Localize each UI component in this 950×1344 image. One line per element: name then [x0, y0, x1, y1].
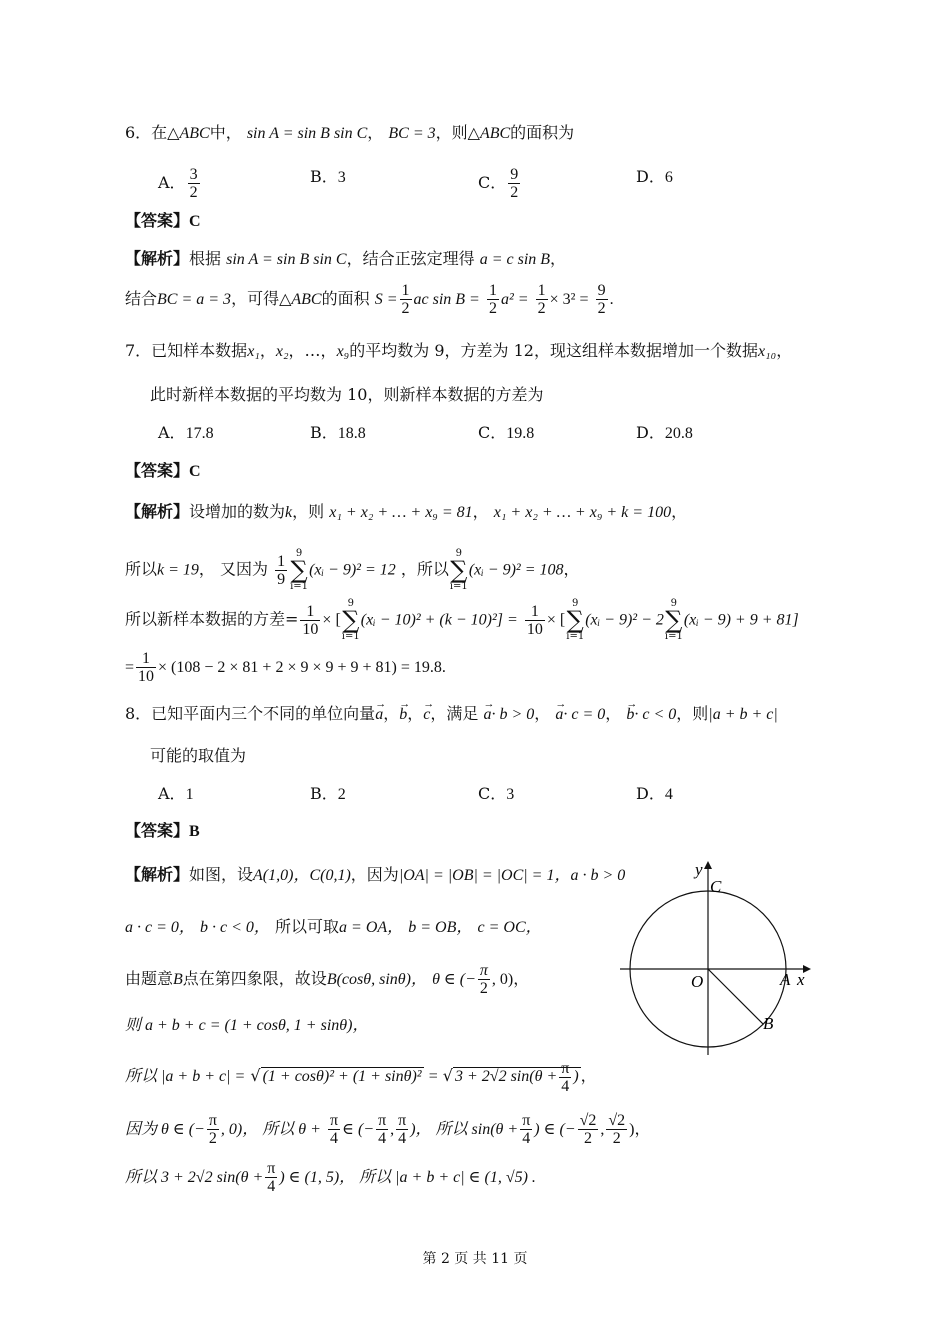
q8-answer: 【答案】B	[125, 821, 200, 840]
q7-analysis-line3: 所以新样本数据的方差= $\frac{1}{10}$ × [ 9 ∑ i=1 (xᵢ − 10)² + (k − 10)²] = $\frac{1}{10}$ × [ 9 ∑ i=1 (xᵢ − 9)² − 2 9 ∑ i=1 (xᵢ − 9) + 9 + 81]	[125, 598, 799, 642]
q6-analysis-line2: 结合BC = a = 3，可得△ABC的面积 S = $\frac{1}{2}$ ac sin B = $\frac{1}{2}$ a² = $\frac{1}{2}$ × 3² = $\frac{9}{2}$ .	[125, 282, 614, 317]
q8-stem-line2: 可能的取值为	[150, 746, 247, 765]
q7-option-d: D．20.8	[636, 423, 693, 442]
q8-analysis-line4: 则 a + b + c = (1 + cosθ, 1 + sinθ)，	[125, 1017, 369, 1034]
q8-option-c: C．3	[478, 784, 515, 803]
label-a: A	[780, 970, 791, 989]
page-footer: 第 2 页 共 11 页	[422, 1251, 528, 1267]
q8-option-d: D．4	[636, 784, 673, 803]
label-x: x	[797, 970, 805, 989]
q7-stem-line2: 此时新样本数据的平均数为 10，则新样本数据的方差为	[150, 385, 544, 404]
q7-option-b: B．18.8	[310, 423, 366, 442]
q7-analysis-line1: 【解析】设增加的数为k，则 x₁ + x₂ + … + x₉ = 81， x₁ + x₂ + … + x₉ + k = 100，	[125, 502, 688, 521]
q6-option-b: B．3	[310, 167, 346, 186]
q7-stem-line1: 7．已知样本数据x₁，x₂，…，x₉的平均数为 9，方差为 12，现这组样本数据增加一个数据x₁₀，	[125, 341, 793, 360]
q7-answer: 【答案】C	[125, 461, 201, 480]
q8-analysis-line5: 所以 |a + b + c| = √ (1 + cosθ)² + (1 + sinθ)² = √ 3 + 2√2 sin(θ + $\frac{\pi}{4}$ ) ，	[125, 1060, 597, 1095]
q7-analysis-line2: 所以k = 19， 又因为 $\frac{1}{9}$ 9 ∑ i=1 (xᵢ − 9)² = 12 ，所以 9 ∑ i=1 (xᵢ − 9)² = 108，	[125, 548, 580, 592]
unit-circle-figure	[615, 855, 815, 1065]
q6-answer: 【答案】C	[125, 211, 201, 230]
q6-option-c: C． $\frac{9}{2}$	[478, 166, 519, 201]
q6-option-d: D．6	[636, 167, 673, 186]
q8-option-b: B．2	[310, 784, 346, 803]
label-o: O	[691, 972, 704, 991]
label-y: y	[695, 860, 703, 879]
label-b: B	[763, 1014, 774, 1033]
q6-option-a: A． $\frac{3}{2}$	[158, 166, 198, 201]
q8-analysis-line2: a · c = 0， b · c < 0， 所以可取a = OA， b = OB， c = OC，	[125, 917, 542, 936]
q7-analysis-line4: = $\frac{1}{10}$ × (108 − 2 × 81 + 2 × 9 × 9 + 9 + 81) = 19.8.	[125, 650, 446, 685]
q8-analysis-line3: 由题意B点在第四象限，故设B(cosθ, sinθ)， θ ∈ (− $\frac{\pi}{2}$ , 0)，	[125, 962, 530, 997]
segment-ob	[708, 969, 763, 1024]
q7-option-a: A．17.8	[158, 423, 214, 442]
q8-stem-line1: 8．已知平面内三个不同的单位向量→ a，→ b，→ c，满足 → a· b > 0， → a· c = 0， → b· c < 0，则|a + b + c|	[125, 703, 778, 726]
q7-option-c: C．19.8	[478, 423, 535, 442]
q8-analysis-line7: 所以 3 + 2√2 sin(θ + $\frac{\pi}{4}$ ) ∈ (1, 5)， 所以 |a + b + c| ∈ (1, √5) .	[125, 1160, 536, 1195]
q8-analysis-line1: 【解析】如图，设A(1,0)，C(0,1)，因为|OA| = |OB| = |OC| = 1，a · b > 0	[125, 865, 626, 884]
q6-stem: 6．在△ABC中， sin A = sin B sin C， BC = 3，则△ABC的面积为	[125, 123, 575, 142]
q6-analysis-line1: 【解析】根据 sin A = sin B sin C，结合正弦定理得 a = c sin B，	[125, 249, 567, 268]
y-axis-arrow	[704, 861, 712, 869]
label-c: C	[710, 877, 722, 896]
q8-analysis-line6: 因为 θ ∈ (− $\frac{\pi}{2}$ , 0)， 所以 θ + $\frac{\pi}{4}$ ∈ (− $\frac{\pi}{4}$ , $\frac{\pi}{4}$ )， 所以 sin(θ + $\frac{\pi}{4}$ ) ∈ (− $\frac{√2}{2}$ , $\frac{√2}{2}$ )，	[125, 1112, 651, 1147]
q8-option-a: A．1	[158, 784, 194, 803]
